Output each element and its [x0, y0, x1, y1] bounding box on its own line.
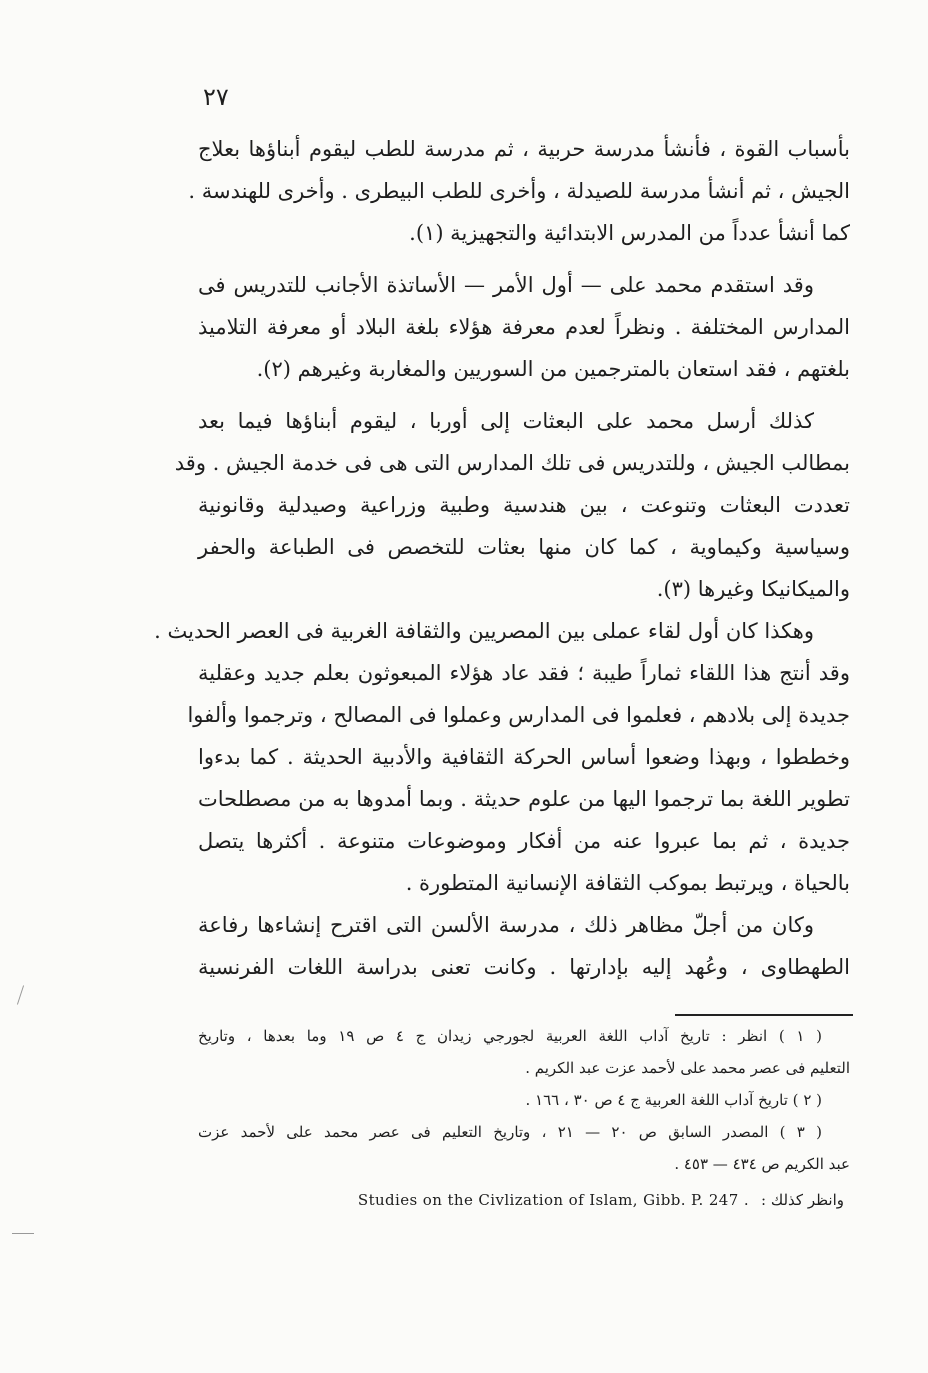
text-line: وسياسية وكيماوية ، كما كان منها بعثات للتخصص فى الطباعة والحفر — [198, 535, 850, 559]
text-line: بالحياة ، ويرتبط بموكب الثقافة الإنسانية المتطورة . — [405, 871, 850, 895]
text-line: وقد أنتج هذا اللقاء ثماراً طيبة ؛ فقد عاد هؤلاء المبعوثون بعلم جديد وعقلية — [198, 661, 850, 685]
scan-mark — [12, 1233, 34, 1234]
text-line: جديدة ، ثم بما عبروا عنه من أفكار وموضوعات متنوعة . أكثرها يتصل — [198, 829, 850, 853]
text-line: جديدة إلى بلادهم ، فعلموا فى المدارس وعملوا فى المصالح ، وترجموا وألفوا — [187, 703, 850, 727]
footnote-line: ( ٢ ) تاريخ آداب اللغة العربية ج ٤ ص ٣٠ ، ١٦٦ . — [525, 1091, 822, 1109]
footnote-line: ( ٣ ) المصدر السابق ص ٢٠ — ٢١ ، وتاريخ التعليم فى عصر محمد على لأحمد عزت — [198, 1123, 822, 1141]
reference-note-english: Studies on the Civlization of Islam, Gibb. P. 247 . — [357, 1191, 750, 1209]
text-line: كذلك أرسل محمد على البعثات إلى أوربا ، ليقوم أبناؤها فيما بعد — [198, 409, 814, 433]
text-line: المدارس المختلفة . ونظراً لعدم معرفة هؤلاء بلغة البلاد أو معرفة التلاميذ — [198, 315, 850, 339]
footnote-line: التعليم فى عصر محمد على لأحمد عزت عبد الكريم . — [525, 1059, 850, 1077]
footnote-separator — [675, 1014, 853, 1016]
reference-note-arabic: وانظر كذلك : — [761, 1191, 844, 1209]
footnote-line: عبد الكريم ص ٤٣٤ — ٤٥٣ . — [674, 1155, 850, 1173]
footnote-line: ( ١ ) انظر : تاريخ آداب اللغة العربية لجورجي زيدان ج ٤ ص ١٩ وما بعدها ، وتاريخ — [198, 1027, 823, 1045]
body-text — [154, 128, 850, 988]
text-line: وكان من أجلّ مظاهر ذلك ، مدرسة الألسن التى اقترح إنشاءها رفاعة — [198, 913, 814, 937]
footnotes — [198, 1020, 850, 1180]
scan-mark — [17, 985, 24, 1004]
text-line: وقد استقدم محمد على — أول الأمر — الأساتذة الأجانب للتدريس فى — [198, 273, 814, 297]
text-line: كما أنشأ عدداً من المدرس الابتدائية والتجهيزية (١). — [409, 221, 850, 245]
text-line: والميكانيكا وغيرها (٣). — [656, 577, 850, 601]
text-line: بلغتهم ، فقد استعان بالمترجمين من السوريين والمغاربة وغيرهم (٢). — [256, 357, 850, 381]
reference-note — [284, 1183, 844, 1217]
text-line: الطهطاوى ، وعُهد إليه بإدارتها . وكانت تعنى بدراسة اللغات الفرنسية — [198, 955, 850, 979]
text-line: تعددت البعثات وتنوعت ، بين هندسية وطبية وزراعية وصيدلية وقانونية — [198, 493, 850, 517]
text-line: بأسباب القوة ، فأنشأ مدرسة حربية ، ثم مدرسة للطب ليقوم أبناؤها بعلاج — [198, 137, 850, 161]
text-line: وهكذا كان أول لقاء عملى بين المصريين والثقافة الغربية فى العصر الحديث . — [154, 619, 814, 643]
text-line: وخططوا ، وبهذا وضعوا أساس الحركة الثقافية والأدبية الحديثة . كما بدءوا — [198, 745, 850, 769]
text-line: الجيش ، ثم أنشأ مدرسة للصيدلة ، وأخرى للطب البيطرى . وأخرى للهندسة . — [188, 179, 850, 203]
text-line: بمطالب الجيش ، وللتدريس فى تلك المدارس التى هى فى خدمة الجيش . وقد — [174, 451, 850, 475]
text-line: تطوير اللغة بما ترجموا اليها من علوم حديثة . وبما أمدوها به من مصطلحات — [198, 787, 850, 811]
page-number: ٢٧ — [203, 83, 229, 111]
